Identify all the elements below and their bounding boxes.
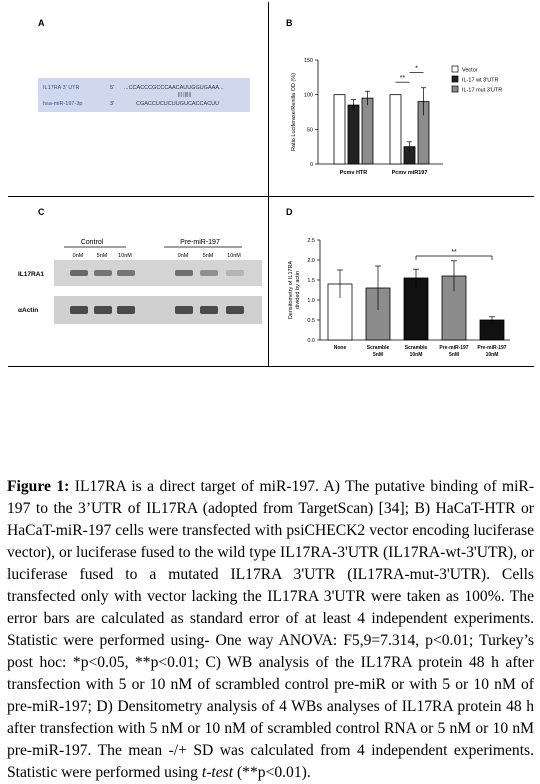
panel-b-letter: B <box>286 18 293 28</box>
caption-label: Figure 1: <box>7 478 70 495</box>
panel-d-letter: D <box>286 207 293 217</box>
blot-group-premir: Pre-miR-197 <box>180 239 220 246</box>
lane-label: 0nM <box>72 253 84 259</box>
blot-band-il17ra <box>200 270 218 276</box>
x-tick-label: Scramble <box>366 345 390 351</box>
bar <box>390 95 401 164</box>
figure-horizontal-divider <box>8 196 534 197</box>
lane-label: 10nM <box>227 253 241 259</box>
y-axis-label-line1: Densitometry of IL17RA <box>288 260 294 320</box>
blot-band-il17ra <box>175 270 193 276</box>
blot-band-il17ra <box>117 270 135 276</box>
legend-swatch <box>452 66 458 72</box>
x-tick-label: Pcmv miR197 <box>391 170 428 176</box>
y-tick-label: 1.0 <box>307 298 315 304</box>
x-tick-label: Pre-miR-197 <box>439 345 469 351</box>
blot-band-actin <box>117 306 135 314</box>
bar <box>404 278 428 340</box>
y-tick-label: 100 <box>303 92 313 99</box>
blot-band-il17ra <box>70 270 88 276</box>
significance-marker: ** <box>399 75 406 83</box>
y-tick-label: 0.0 <box>307 338 315 344</box>
panel-d-chart <box>278 228 534 364</box>
panel-c-letter: C <box>38 207 45 217</box>
x-tick-label-unit: 5nM <box>449 352 459 358</box>
y-tick-label: 150 <box>303 58 313 64</box>
y-axis-label: Ratio Luciferase/Renilla OD (%) <box>291 73 297 151</box>
alignment-row1-sequence: ...CCACCCGCCCAACAUUGGUGAAA... <box>124 85 224 91</box>
alignment-row2-prime: 3' <box>110 101 115 107</box>
alignment-row1-prime: 5' <box>110 85 115 91</box>
bar <box>362 98 373 164</box>
blot-row2-label: αActin <box>18 307 39 314</box>
caption-text: IL17RA is a direct target of miR-197. A) The putative binding of miR-197 to the 3’UTR of IL17RA (adopted from TargetScan) [34]; B) HaCaT-HTR or HaCaT-miR-197 cells were transfected with psiCHECK2 vector encoding luciferase vector), or luciferase fused to the wild type IL17RA-3'UTR (IL17RA-wt-3'UTR), or luciferase fused to a mutated IL17RA 3'UTR (IL17RA-mut-3'UTR). Cells transfected only with vector lacking the IL17RA 3'UTR were taken as 100%. The error bars are calculated as standard error of at least 4 independent experiments. Statistic were performed using- One way ANOVA: F5,9=7.314, p<0.01; Turkey’s post hoc: *p<0.05, **p<0.01; C) WB analysis of the IL17RA protein 48 h after transfection with 5 or 10 nM of scrambled control pre-miR or with 5 or 10 nM of pre-miR-197; D) Densitometry analysis of 4 WBs analyses of IL17RA protein 48 h after transfection with 5 nM or 10 nM of scrambled control RNA or 5 nM or 10 nM pre-miR-197. The mean -/+ SD was calculated from 4 independent experiments. Statistic were performed using <box>7 478 535 781</box>
bar <box>334 95 345 164</box>
x-tick-label: Scramble <box>404 345 428 351</box>
legend-label: IL-17 wt 3'UTR <box>462 77 499 84</box>
y-tick-label: 2.5 <box>307 238 315 244</box>
blot-band-actin <box>226 306 244 314</box>
figure-vertical-divider <box>268 2 269 366</box>
lane-label: 5nM <box>202 253 214 259</box>
significance-marker: ** <box>451 249 457 256</box>
alignment-pairing: ||| |||||| <box>178 92 192 98</box>
lane-label: 10nM <box>118 253 132 259</box>
panel-a-alignment <box>38 78 250 112</box>
lane-label: 5nM <box>96 253 108 259</box>
legend-swatch <box>452 76 458 82</box>
blot-group-control: Control <box>80 239 104 246</box>
caption-text-end: (**p<0.01). <box>236 764 311 781</box>
legend-label: Vector <box>462 67 478 74</box>
y-tick-label: 1.5 <box>307 278 315 284</box>
legend-label: IL-17 mut 3'UTR <box>462 87 503 94</box>
blot-band-il17ra <box>226 270 244 276</box>
caption-italic: t-test <box>201 764 234 781</box>
figure-bottom-border <box>8 366 534 367</box>
y-tick-label: 0 <box>309 162 313 168</box>
lane-label: 0nM <box>177 253 189 259</box>
legend-swatch <box>452 86 458 92</box>
x-tick-label-unit: 5nM <box>373 352 383 358</box>
blot-band-actin <box>94 306 112 314</box>
panel-c-western-blot <box>14 228 268 358</box>
x-tick-label: None <box>333 345 347 351</box>
y-tick-label: 2.0 <box>307 258 315 264</box>
bar <box>348 105 359 164</box>
alignment-row2-label: hsa-miR-197-3p <box>43 101 83 107</box>
figure-caption <box>7 476 534 784</box>
alignment-row1-label: IL17RA 3' UTR <box>43 85 80 91</box>
panel-a-letter: A <box>38 18 45 28</box>
y-tick-label: 0.5 <box>307 318 315 324</box>
panel-b-chart <box>278 40 534 190</box>
x-tick-label: Pcmv HTR <box>339 170 368 176</box>
blot-band-actin <box>70 306 88 314</box>
significance-marker: * <box>415 65 418 73</box>
blot-band-actin <box>175 306 193 314</box>
blot-band-il17ra <box>94 270 112 276</box>
blot-row1-label: IL17RA1 <box>18 271 45 278</box>
y-tick-label: 50 <box>306 127 313 134</box>
alignment-row2-sequence: CGACCUCUCUUGUCACCACUU <box>136 101 220 107</box>
x-tick-label: Pre-miR-197 <box>477 345 507 351</box>
y-axis-label-line2: divided by actin <box>295 271 301 309</box>
x-tick-label-unit: 10nM <box>485 352 499 358</box>
blot-band-actin <box>200 306 218 314</box>
x-tick-label-unit: 10nM <box>409 352 423 358</box>
